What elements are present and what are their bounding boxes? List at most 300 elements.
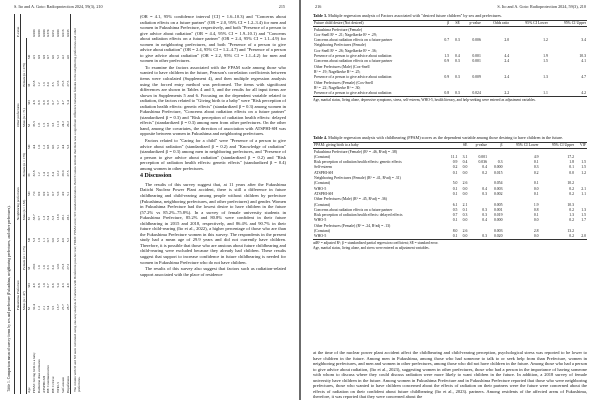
paragraph: The results of this survey suggest that, at 11 years after the Fukushima Daiichi Nuclear Power Plant accident, there is still a difference in future childbearing and child-rearing among people without children by prefecture (Fukushima, neighboring prefectures, and other prefectures) and gender. Women in Fukushima Prefecture had the lowest desire to have children in the future (57.2% vs 85.2%–75.8%). In a survey of female university students in Fukushima Prefecture, 85.2% and 80.8% were confident in their future childbearing in 2015 and 2018, respectively, and 86.4% and 90.7% in their future child-rearing (Ito et al., 2022), a higher percentage of those who are than the Fukushima Prefecture women in this survey. The respondents in the present study had a mean age of 29.9 years and did not currently have children. Therefore, it is possible that those who are anxious about future childbearing and child-rearing were excluded because they already had children. These results suggest that support to increase confidence in future childbearing is needed for women in Fukushima Prefecture who do not have children. — [140, 181, 286, 265]
right-body-text — [313, 350, 587, 400]
table-cell: 1.0 — [36, 144, 41, 150]
table-cell: 0.9 — [41, 100, 46, 105]
table-cell: 12.6 — [56, 80, 61, 87]
table-cell: M — [27, 124, 32, 128]
table-cell: 0.7 — [452, 213, 458, 218]
table-cell: 2.1 — [581, 186, 586, 191]
table-cell: 0.024 — [472, 91, 481, 96]
table-cell: 0.9 — [452, 160, 458, 165]
table-cell: 0.3 — [533, 165, 539, 170]
page-number: 216 — [315, 4, 322, 9]
table-cell: Self-esteem — [314, 165, 332, 170]
table-cell: 1.2 — [581, 170, 586, 175]
table3-block — [313, 13, 587, 103]
table1-group-header: Neighboring prefectures — [15, 128, 21, 221]
table-cell: 0.4 — [462, 160, 468, 165]
table4-header: 95% CI Upper — [540, 143, 575, 149]
table4 — [313, 142, 587, 240]
table-cell: 1.5 — [543, 59, 548, 64]
table-row — [313, 91, 587, 97]
table-cell: 1.1 — [581, 191, 586, 196]
table-cell: 2.0 — [581, 234, 586, 239]
paragraph: The results of this survey also suggest that factors such as radiation-related support associated with the place of residence — [140, 266, 286, 277]
table-cell: 3.3 — [51, 215, 56, 221]
table-cell: 1.2 — [36, 172, 41, 177]
table-cell: 4.4 — [504, 54, 510, 59]
table-cell: ATSPHI-SH — [41, 376, 46, 393]
table-cell: (Constant) — [314, 202, 331, 207]
table-cell: 0.9 — [36, 100, 41, 105]
table-cell: 0.0 — [569, 170, 575, 175]
table-cell: 10.2 — [567, 181, 575, 186]
table-cell: Presence of a person to give advice about radiation — [314, 91, 392, 96]
table-cell: Radiation dose estimates — [36, 359, 41, 393]
table-cell: 25.3 — [60, 80, 65, 87]
table-cell: 4.7 — [60, 100, 65, 105]
table-cell: FPAM: Giving birth to a baby — [32, 352, 37, 393]
table-cell: 0.3 — [497, 160, 503, 165]
table-cell: 1.3 — [569, 213, 575, 218]
table-cell: 0.6 — [51, 54, 56, 60]
table-cell: 0.9 — [444, 75, 450, 80]
table-cell: 2.1 — [462, 202, 468, 207]
table-cell: 1.4 — [41, 172, 46, 177]
table-cell: 0.3 — [462, 213, 468, 218]
table-cell: 1.1 — [543, 91, 548, 96]
paragraph: at the time of the nuclear power plant accident affect the childbearing and child-rearing perception, psychological stress was reported to be lower to have children in the future. Among men in Fukushima, among those who had someone to talk to or seek help from than Prefecture, women in neighboring prefectures, and men and women in other prefectures, among those who did not have children in the future. Among those who had a person to give advice about radiation, (Ito et al., 2023), suggesting women in other prefectures, those who had a person in the importance of having someone with whom to discuss where they could discuss radiation were more likely to want children in the future. In addition, a 2018 survey of female university have children in the future. Among women in Fukushima Prefecture and in Fukushima Prefecture reported that those who were neighboring prefectures, those who wanted to have children concerned about the effects of radiation on their partners were the future were concerned about the effects of radiation on their confident about future childbearing (Ito et al., 2023). partners. Among residents of the affected areas of Fukushima, therefore, it was reported that they were concerned about the — [313, 350, 587, 399]
table-cell: 0.019 — [493, 213, 503, 218]
table-cell: 25.7 — [60, 304, 65, 311]
table1-caption: Table 1. Comparison mean of survey items by sex and prefecture (Fukushima, neighboring prefectures, and other prefectures). — [7, 205, 11, 392]
running-header-left: S. Ito and A. Goto: Radioprotection 2024, 59(3), 210 — [14, 4, 103, 9]
table-cell: 0.2 — [569, 207, 575, 212]
table-cell: 1.2 — [36, 305, 41, 311]
table3 — [313, 20, 587, 97]
table-cell: 0.036 — [478, 160, 487, 165]
table-cell: 1.6 — [36, 122, 41, 128]
table-cell: 0.3 — [482, 213, 487, 218]
table-cell: SD — [27, 100, 32, 105]
table-cell: 0.2 — [482, 170, 487, 175]
table-cell: 7.0 — [32, 191, 37, 196]
table3-header: β — [440, 21, 451, 27]
table1-subheader: Female (n = 178) — [21, 128, 27, 178]
table-cell: 32.4 — [32, 304, 37, 311]
table-cell: 35.5 — [32, 121, 37, 128]
table-cell: 0.9 — [36, 191, 41, 196]
table-cell: 0.7 — [51, 100, 56, 105]
table-cell: 0.7 — [51, 191, 56, 196]
table-cell: 5.5 — [56, 237, 61, 243]
table-cell: 5.4 — [65, 100, 70, 105]
table-cell: WHO-5 — [314, 234, 327, 239]
table-cell: 0.0 — [462, 191, 468, 196]
table4-header: p-value — [468, 143, 488, 149]
table-cell: 1.3 — [543, 75, 548, 80]
table-cell: 0.001 — [472, 54, 481, 59]
table-cell: 0.8 — [41, 54, 46, 60]
table-cell: 4.9 — [65, 283, 70, 288]
table-row — [313, 234, 587, 240]
right-page — [301, 0, 600, 400]
table-cell: Other Prefectures (Male) (Cox-Snell — [314, 64, 370, 69]
table-cell: 1.3 — [41, 215, 46, 221]
table-cell: 0.8 — [533, 207, 539, 212]
table-cell: SD — [27, 237, 32, 243]
table-cell: Cox-Snell R² = .26; Nagelkerke R² = .36; — [314, 48, 377, 53]
table-cell: 0.003 — [493, 186, 503, 191]
table-cell: 1.5 — [581, 165, 586, 170]
table-cell: 0.7 — [46, 237, 51, 243]
table-cell: 5.7 — [56, 100, 61, 105]
table-cell: 1.9 — [543, 54, 548, 59]
table-cell: 11.3 — [56, 121, 61, 128]
table1-subheader: Female (n = 175) — [21, 221, 27, 271]
table-cell: Hopefulness — [65, 376, 70, 393]
table-cell: Other Prefectures (Female) (R² = .24, R²adj = .13) — [314, 223, 391, 228]
table-cell: (Constant) — [314, 181, 331, 186]
table-cell: 0.374 — [46, 29, 51, 38]
table-cell: 8.0 — [452, 229, 458, 234]
table-cell: WHO-5 — [314, 218, 327, 223]
table-cell: 1.1 — [41, 237, 46, 243]
table-cell: 0.4 — [482, 218, 487, 223]
table-cell: 0.7 — [46, 283, 51, 288]
table-cell: 0.1 — [452, 186, 458, 191]
table3-header: 95% CI Lower — [510, 21, 549, 27]
table-cell: 2.4 — [504, 75, 510, 80]
table-cell: 1.0 — [36, 265, 41, 270]
table-cell: 0.2 — [533, 170, 539, 175]
table3-label: Table 3. — [313, 13, 328, 18]
table-cell: 0.033 — [65, 29, 70, 38]
table-cell: 0.1 — [533, 191, 539, 196]
table-cell: 0.000 — [56, 29, 61, 38]
table-cell: 12.6 — [56, 263, 61, 270]
table-cell: Risk perception of radiation health effects: genetic effects — [314, 160, 402, 165]
table-cell: 0.2 — [569, 191, 575, 196]
table-cell: 32.8 — [32, 80, 37, 87]
table3-header: Future child desire (Not desired) — [313, 21, 440, 27]
table-cell: 0.1 — [533, 181, 539, 186]
table-cell: 0.001 — [472, 59, 481, 64]
table-cell: 1.5 — [581, 213, 586, 218]
table-cell: 3.4 — [46, 82, 51, 87]
table-cell: 5.6 — [56, 191, 61, 196]
table-cell: 12.2 — [56, 170, 61, 177]
table-cell: 1.5 — [444, 54, 450, 59]
table-cell: 5.2 — [65, 237, 70, 243]
table-cell: 0.9 — [41, 191, 46, 196]
table-cell: 0.4 — [482, 186, 487, 191]
table-cell: 0.051 — [51, 29, 56, 38]
table-cell: 1.5 — [41, 122, 46, 128]
table-cell: 0.0 — [462, 218, 468, 223]
table-cell: 0.2 — [452, 165, 458, 170]
table-cell: 0.009 — [472, 75, 481, 80]
table-cell: 0.000 — [41, 29, 46, 38]
table-cell: 4.7 — [581, 75, 586, 80]
left-text-column — [140, 14, 286, 278]
table-cell: 4.9 — [32, 283, 37, 288]
table-cell: 4.6 — [65, 54, 70, 60]
table4-header: 95% CI Lower — [503, 143, 539, 149]
table-cell: Fukushima Prefecture (Female) (R² = .46, R²adj = .38) — [314, 149, 398, 154]
table-cell: SD — [27, 144, 32, 150]
table-cell: 0.6 — [51, 283, 56, 288]
page-number: 215 — [278, 4, 285, 9]
table-cell: 0.8 — [46, 100, 51, 105]
table-cell: 1.9 — [533, 202, 539, 207]
table-cell: 11.1 — [450, 154, 458, 159]
table-cell: 4.1 — [581, 59, 586, 64]
table-cell: Neighboring Prefectures (Female) — [314, 43, 366, 48]
running-header — [315, 4, 586, 9]
table-cell: M — [27, 307, 32, 311]
table-cell: SD — [27, 283, 32, 288]
table-cell: 5.1 — [56, 144, 61, 150]
table-cell: 3.5 — [51, 82, 56, 87]
table-cell: 0.020 — [493, 234, 503, 239]
table1-group-header: P-value — [15, 14, 21, 38]
table-cell: R² = .22; Nagelkerke R² = .30; — [314, 85, 361, 90]
table-cell: 32.8 — [32, 170, 37, 177]
table-cell: 5.4 — [56, 283, 61, 288]
table-cell: 5.3 — [32, 237, 37, 243]
table1-grid — [14, 14, 71, 394]
table-cell: (Constant) — [314, 154, 331, 159]
table-cell: 0.1 — [533, 160, 539, 165]
table-cell: 1.3 — [581, 207, 586, 212]
paragraph: To examine the factors associated with the FPAM scale among those who wanted to have children in the future, Pearson's correlation coefficients between items were calculated (Supplement 4), and then multiple regression analysis using the forced entry method was performed. The items with significant differences are shown in Tables 4 and 5, and the results for all input items are shown in Supplements 5 and 6. Focusing on the dependent variable related to radiation, the factors related to "Giving birth to a baby" were "Risk perception of radiation health effects: genetic effects" (standardized β = 0.3) among women in Fukushima Prefecture, "Concerns about radiation effects on a future partner" (standardized β = 0.3) and "Risk perception of radiation health effects: delayed effects" (standardized β = 0.3) among men from other prefectures. On the other hand, among the covariates, the direction of association with ATSPHI-SH was opposite between women in Fukushima and neighboring prefectures. — [140, 64, 286, 137]
table-cell: M — [27, 266, 32, 270]
table-cell: 3.3 — [46, 122, 51, 128]
table-cell: ATSPHI-SH — [314, 170, 333, 175]
table-cell: 28.1 — [65, 214, 70, 221]
table3-header: SE — [450, 21, 461, 27]
table-cell: 0.8 — [46, 144, 51, 150]
table-cell: 5.3 — [65, 144, 70, 150]
table-cell: (Constant) — [314, 229, 331, 234]
table-cell: Risk perception of radiation health effects: delayed effects — [314, 213, 403, 218]
table-cell: 0.8 — [36, 54, 41, 60]
table-cell: 13.7 — [56, 304, 61, 311]
table4-block — [313, 135, 587, 250]
table1-group-header: Other prefectures — [15, 38, 21, 128]
table-cell: 0.7 — [36, 215, 41, 221]
running-header-right: S. Ito and A. Goto: Radioprotection 2024, 59(3), 210 — [497, 4, 586, 9]
table-cell: 3.3 — [51, 122, 56, 128]
table-cell: Self-esteem — [60, 376, 65, 393]
table-cell: 27.5 — [65, 170, 70, 177]
table-cell: 1.7 — [581, 218, 586, 223]
table-cell: 0.005 — [493, 202, 503, 207]
table-cell: 0.001 — [478, 154, 487, 159]
table-cell: 0.0 — [462, 165, 468, 170]
table4-caption — [313, 135, 587, 140]
table-cell: SD — [27, 191, 32, 196]
table-cell: 27.5 — [65, 80, 70, 87]
table-cell: R² = .19; Nagelkerke R² = .25; — [314, 69, 361, 74]
table4-header: β — [488, 143, 503, 149]
table-cell: 29.0 — [32, 263, 37, 270]
table-cell: 0.3 — [455, 91, 460, 96]
table-cell: 0.000 — [493, 218, 503, 223]
table-cell: 4.2 — [581, 91, 586, 96]
left-page — [0, 0, 299, 400]
paragraph: Factors related to "Caring for a child" were "Presence of a person to give advice about radiation" (standardized β = 0.2) and "Knowledge of radiation" (standardized β = 0.3) among men in neighboring prefectures, and "Presence of a person to give advice about radiation" (standardized β = 0.2) and "Risk perception of radiation health effects: genetic effects" (standardized β = 0.4) among women in other prefectures. — [140, 138, 286, 171]
table-cell: 0.0 — [462, 170, 468, 175]
table-cell: 3.5 — [51, 305, 56, 311]
table-cell: 10.3 — [567, 202, 575, 207]
table-cell: 0.3 — [482, 234, 487, 239]
table-cell: 4.4 — [32, 144, 37, 150]
table-cell: Other Prefectures (Male) (R² = .45, R²adj = .36) — [314, 197, 387, 202]
table-cell: 1.3 — [41, 82, 46, 87]
table-cell: 0.0 — [533, 234, 539, 239]
table3-header: 95% CI Upper — [549, 21, 587, 27]
table-cell: 4.8 — [32, 100, 37, 105]
table-cell: 0.000 — [36, 29, 41, 38]
table-cell: 0.003 — [493, 229, 503, 234]
table-cell: 0.7 — [46, 191, 51, 196]
table-cell: WHO-5 — [56, 382, 61, 393]
table-cell: Concerns about radiation effects on a future partner — [314, 38, 393, 43]
table-cell: 2.6 — [462, 181, 468, 186]
table-cell: 26.1 — [60, 214, 65, 221]
table-cell: 0.5 — [452, 207, 458, 212]
table-cell: 2.6 — [462, 229, 468, 234]
table-cell: 1.2 — [543, 38, 548, 43]
table1-subheader: Female (n = 278) — [21, 38, 27, 88]
table4-note: adR² = adjusted R²; β = standardized partial regression coefficient; SE = standard error. Age, marital status, living alone, and stress were entered as adjustment variables. — [313, 241, 439, 250]
table-cell: 3.3 — [46, 172, 51, 177]
table-cell: 0.001 — [493, 207, 503, 212]
table-cell: 3.4 — [51, 172, 56, 177]
table-cell: 3.4 — [46, 215, 51, 221]
table-cell: 0.006 — [472, 38, 481, 43]
table-cell: 1.0 — [36, 237, 41, 243]
table-cell: 4.3 — [60, 283, 65, 288]
table-cell: 0.054 — [493, 181, 503, 186]
table-cell: ATSPHI-SH — [314, 191, 333, 196]
table4-header: FPAM: giving birth to a baby — [313, 143, 446, 149]
table3-caption-text: Multiple regression analysis of Factors associated with "desired future children" by sex and prefectures. — [328, 13, 502, 18]
table-cell: 0.3 — [455, 59, 460, 64]
table-cell: 0.4 — [455, 54, 460, 59]
table-cell: 0.9 — [444, 59, 450, 64]
table-cell: 0.3 — [482, 191, 487, 196]
table-cell: 0.1 — [533, 213, 539, 218]
table-cell: 1.2 — [36, 82, 41, 87]
table-cell: 0.0 — [462, 186, 468, 191]
table-cell: 4.9 — [533, 154, 539, 159]
table1-note: The column with M and SD were calculated using one-way analysis of variance with Bonferroni post-hoc test; FPAM: FPAM score; SD: standard deviation. Bold P-values indicate that there was a significant difference between females in the neighboring prefectures and other prefectures. — [73, 28, 81, 392]
table-cell: 0.1 — [462, 207, 468, 212]
table-cell: 5.1 — [65, 191, 70, 196]
table-cell: 3.3 — [46, 265, 51, 270]
table-cell: 17.2 — [567, 154, 575, 159]
table-cell: 2.0 — [504, 38, 510, 43]
table-cell: M — [27, 217, 32, 221]
table-cell: 0.6 — [51, 144, 56, 150]
table-cell: 4.5 — [32, 54, 37, 60]
table1 — [6, 14, 134, 394]
table-cell: 1.5 — [581, 160, 586, 165]
table4-caption-text: Multiple regression analysis with childbearing (FPAM) scores as the dependent variable among those desiring to have children in the future. — [328, 135, 564, 140]
table-cell: Age — [27, 387, 32, 393]
table-cell: 0.3 — [455, 75, 460, 80]
table1-subheader: Male (n = 47) — [21, 271, 27, 311]
table-cell: HE: Critical — [51, 376, 56, 393]
table-cell: 0.8 — [36, 283, 41, 288]
table3-header: p-value — [461, 21, 482, 27]
table-cell: 0.0 — [533, 218, 539, 223]
table-cell: Concerns about radiation effects on a future partner — [314, 207, 393, 212]
table-cell: 13.2 — [567, 229, 575, 234]
table-cell: 4.4 — [60, 144, 65, 150]
table-cell: M — [27, 83, 32, 87]
table-cell: 3.1 — [462, 154, 468, 159]
table-cell: 4.6 — [60, 237, 65, 243]
table-cell: 6.1 — [452, 202, 458, 207]
table-cell: 0.015 — [493, 170, 503, 175]
table1-subheader: Male (n = 71) — [21, 88, 27, 128]
table3-note: Age, marital status, living alone, depressive symptoms, stress, self-esteem, WHO-5, health literacy, and help-seeking were entered as adjustment variables. — [313, 98, 536, 103]
table-cell: 0.3 — [482, 207, 487, 212]
table-cell: WHO-5 — [314, 186, 327, 191]
table-cell: 25.3 — [60, 263, 65, 270]
running-header — [14, 4, 285, 9]
table-cell: Cox-Snell R² = .21; Nagelkerke R² = .29; — [314, 32, 377, 37]
table-cell: 0.2 — [569, 186, 575, 191]
table-cell: 0.7 — [444, 38, 450, 43]
table-cell: 24.2 — [60, 121, 65, 128]
table-cell: M — [27, 173, 32, 177]
table-cell: 2.1 — [41, 305, 46, 311]
table1-group-header: Fukushima Prefecture — [15, 221, 21, 311]
table-row — [65, 14, 70, 394]
table-cell: HE: Communicative — [46, 365, 51, 393]
table-cell: 3.4 — [581, 38, 586, 43]
paragraph: (OR = 4.1, 95% confidence interval [CI] = 1.6–10.3) and "Concerns about radiation effects on a future partner" (OR = 2.0, 95% CI = 1.2–3.4) for men and women in Fukushima Prefecture, respectively, and both "Presence of a person to give advice about radiation" (OR = 4.4, 95% CI = 1.9–10.1) and "Concerns about radiation effects on a future partner" (OR = 2.4, 95% CI = 1.1–4.9) for women in neighboring prefectures, and both "Presence of a person to give advice about radiation" (OR = 2.4, 95% CI = 1.2–4.7) and "Presence of a person to give advice about radiation" (OR = 2.2, 95% CI = 1.1–4.2) for men and women in other prefectures. — [140, 14, 286, 64]
table-cell: 0.6 — [51, 237, 56, 243]
table-cell: 4.2 — [60, 54, 65, 60]
table4-label: Table 4. — [313, 135, 328, 140]
table-cell: 28.7 — [65, 304, 70, 311]
section-heading: 4 Discussion — [140, 173, 172, 180]
table-cell: 3.4 — [46, 305, 51, 311]
table3-header: Odds ratio — [482, 21, 510, 27]
table-cell: 2.4 — [504, 59, 510, 64]
table-cell: Other Prefectures (Female) (Cox-Snell — [314, 80, 373, 85]
table3-caption — [313, 13, 587, 18]
table-cell: 0.002 — [493, 191, 503, 196]
table-cell: 0.1 — [569, 165, 575, 170]
table-cell: 3.4 — [51, 265, 56, 270]
table-cell: 1.2 — [41, 144, 46, 150]
table-cell: 1.8 — [569, 160, 575, 165]
table-cell: 0.1 — [452, 234, 458, 239]
table-cell: 0.4 — [482, 165, 487, 170]
table-cell: 2.2 — [504, 91, 510, 96]
table1-subheader: Male (n = 183) — [21, 178, 27, 222]
table-cell: 33.7 — [32, 214, 37, 221]
table-cell: 0.7 — [46, 54, 51, 60]
table-cell: 0.000 — [32, 29, 37, 38]
table-cell: 10.3 — [579, 54, 586, 59]
table-cell: 13.9 — [56, 214, 61, 221]
